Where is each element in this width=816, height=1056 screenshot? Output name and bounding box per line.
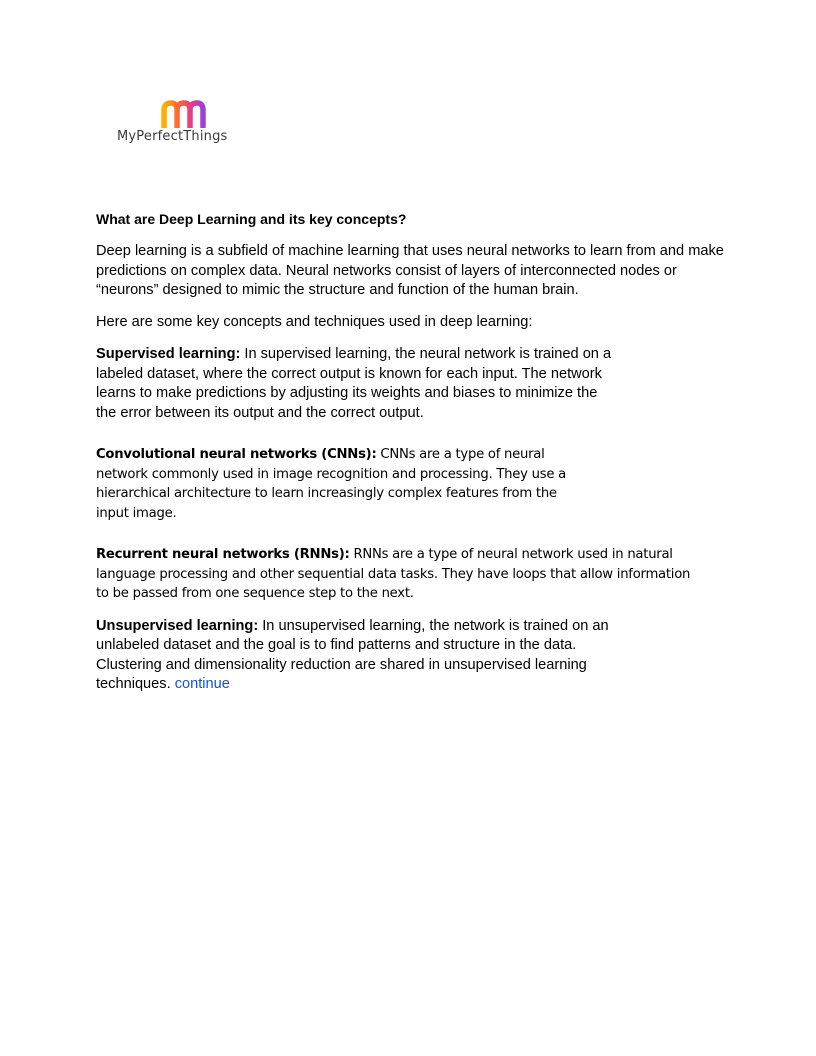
logo-m-icon [161,100,207,128]
lead-paragraph: Here are some key concepts and techniques used in deep learning: [96,313,533,330]
concept-cnn [96,445,586,523]
concept-supervised-learning [96,345,621,423]
concept-description: In supervised learning, the neural network is trained on a labeled dataset, where the correct output is known for each input. The network learns to make predictions by adjusting its weights and biases to minimize the the error between its output and the correct output. [96,346,612,421]
concept-term: Recurrent neural networks (RNNs): [96,547,350,562]
article [96,210,726,695]
concept-term: Supervised learning: [96,346,241,362]
concept-description: CNNs are a type of neural network commonly used in image recognition and processing. They use a hierarchical architecture to learn increasingly complex features from the input image. [96,447,566,521]
intro-paragraph: Deep learning is a subfield of machine learning that uses neural networks to learn from and make predictions on complex data. Neural networks consist of layers of interconnected nodes or “neurons” designed to mimic the structure and function of the human brain. [96,243,724,298]
concept-rnn [96,545,706,604]
brand-logo [117,100,257,150]
article-title: What are Deep Learning and its key concepts? [96,211,407,227]
concept-term: Unsupervised learning: [96,617,259,634]
continue-link[interactable]: continue [174,676,230,692]
concept-description: In unsupervised learning, the network is trained on an unlabeled dataset and the goal is to find patterns and structure in the data. Clustering and dimensionality reduction are shared in unsupervised learning techniques. [96,617,609,692]
concept-description: RNNs are a type of neural network used in natural language processing and other sequential data tasks. They have loops that allow information to be passed from one sequence step to the next. [96,547,691,601]
concept-unsupervised-learning [96,617,621,695]
concept-term: Convolutional neural networks (CNNs): [96,447,377,462]
logo-wordmark: MyPerfectThings [117,129,228,144]
